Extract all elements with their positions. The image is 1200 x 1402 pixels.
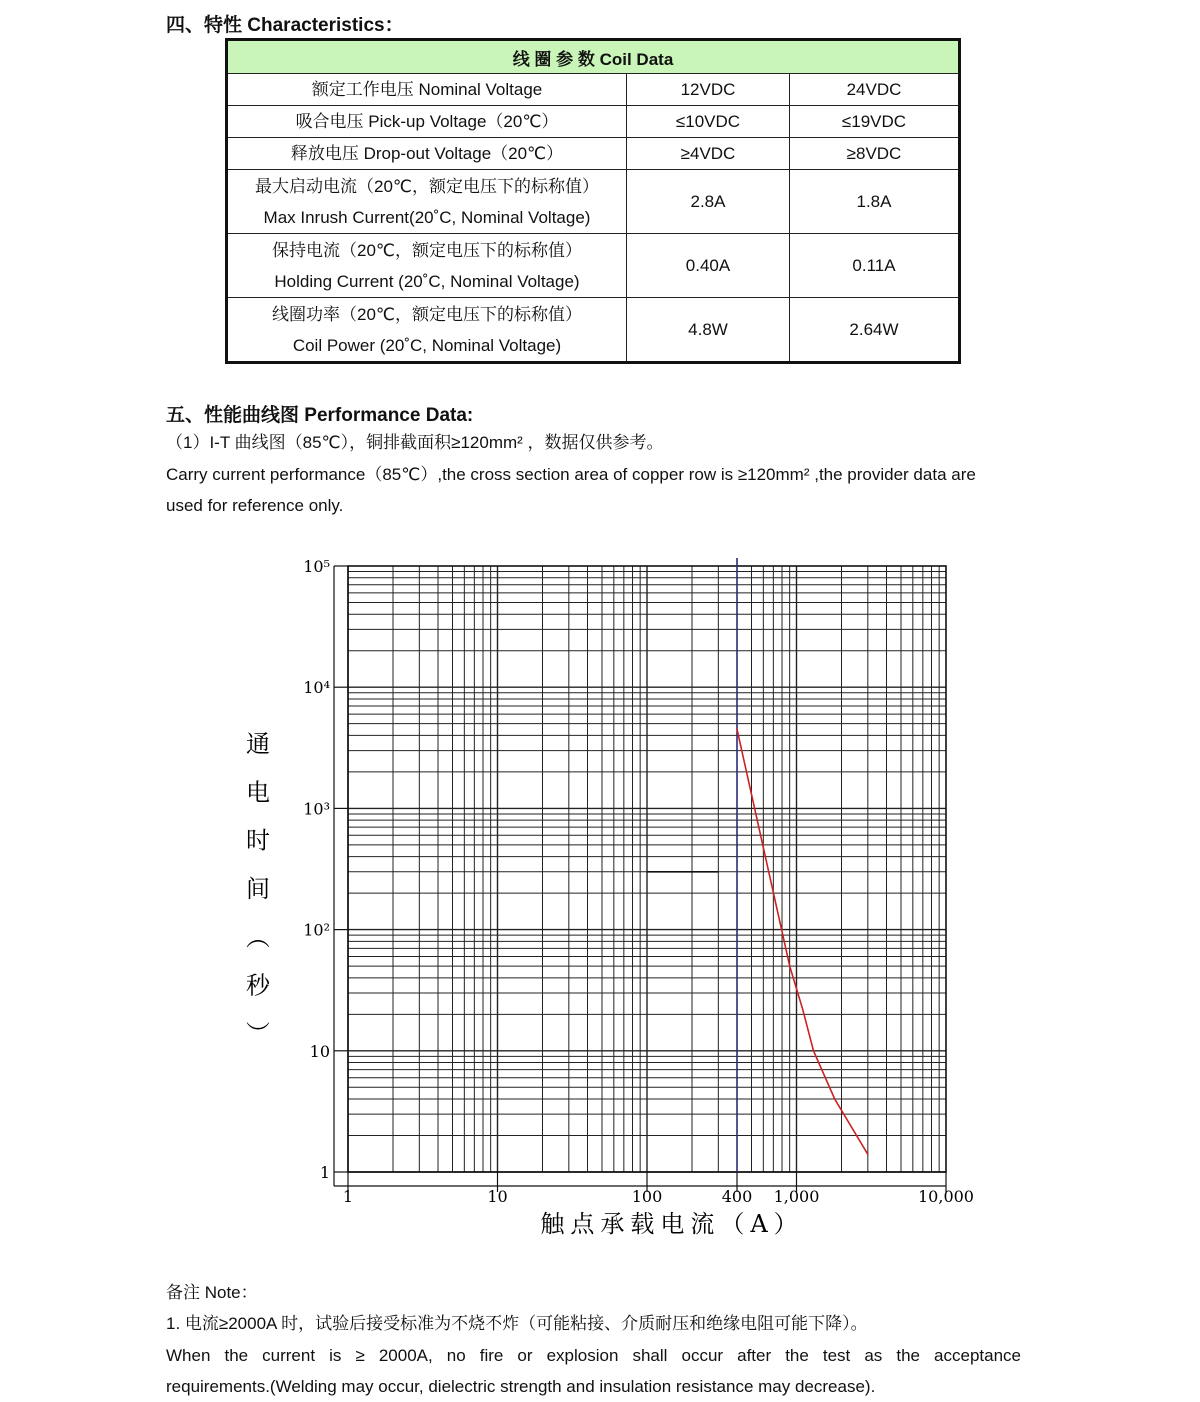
table-row bbox=[227, 234, 960, 298]
x-tick-label: 1,000 bbox=[773, 1187, 820, 1206]
value-24vdc: 24VDC bbox=[790, 74, 960, 106]
x-tick-label: 10,000 bbox=[918, 1187, 974, 1206]
note-item-1-en-cont: requirements.(Welding may occur, dielectric strength and insulation resistance may decrease). bbox=[166, 1377, 876, 1396]
value-24vdc: ≥8VDC bbox=[790, 138, 960, 170]
table-row bbox=[227, 298, 960, 363]
data-point bbox=[802, 1008, 804, 1010]
value-24vdc: 2.64W bbox=[790, 298, 960, 363]
row-label-en: Holding Current (20˚C, Nominal Voltage) bbox=[274, 271, 580, 291]
performance-heading: 五、性能曲线图 Performance Data: bbox=[166, 405, 474, 426]
y-tick-label: 10 bbox=[309, 1041, 330, 1061]
y-tick-label: 10⁴ bbox=[303, 678, 330, 698]
y-axis-label-char: 时 bbox=[246, 826, 270, 855]
row-label-cn: 保持电流（20℃，额定电压下的标称值） bbox=[271, 240, 582, 260]
row-label: 吸合电压 Pick-up Voltage（20℃） bbox=[227, 106, 627, 138]
data-point bbox=[813, 1050, 815, 1052]
y-tick-label: 1 bbox=[319, 1163, 330, 1182]
table-row bbox=[227, 170, 960, 234]
value-24vdc: 0.11A bbox=[790, 234, 960, 298]
y-axis-label-char: 电 bbox=[246, 778, 270, 807]
value-12vdc: ≤10VDC bbox=[627, 106, 790, 138]
x-tick-label: 400 bbox=[721, 1187, 753, 1206]
it-curve-chart bbox=[0, 540, 1200, 1250]
row-label-cn: 线圈功率（20℃，额定电压下的标称值） bbox=[271, 304, 582, 324]
perf-description-en: Carry current performance（85℃）,the cross section area of copper row is ≥120mm² ,the provider data are bbox=[166, 465, 976, 484]
y-axis-label bbox=[246, 730, 271, 1048]
note-title: 备注 Note： bbox=[166, 1283, 258, 1302]
row-label bbox=[227, 298, 627, 363]
value-24vdc: ≤19VDC bbox=[790, 106, 960, 138]
note-item-1-en: When the current is ≥ 2000A, no fire or explosion shall occur after the test as the acceptance bbox=[166, 1346, 1021, 1365]
row-label: 额定工作电压 Nominal Voltage bbox=[227, 74, 627, 106]
data-point bbox=[867, 1153, 869, 1155]
chart-grid bbox=[348, 566, 946, 1172]
y-axis-label-char: ︵ bbox=[246, 923, 270, 952]
y-axis-label-char: 通 bbox=[246, 730, 270, 758]
table-row bbox=[227, 74, 960, 106]
value-12vdc: 12VDC bbox=[627, 74, 790, 106]
x-axis-label: 触点承载电流（A） bbox=[540, 1210, 804, 1238]
y-axis-label-char: 秒 bbox=[246, 971, 270, 1000]
value-24vdc: 1.8A bbox=[790, 170, 960, 234]
table-row bbox=[227, 138, 960, 170]
x-tick-label: 1 bbox=[342, 1187, 354, 1206]
row-label-en: Max Inrush Current(20˚C, Nominal Voltage) bbox=[263, 207, 591, 227]
y-tick-label: 10³ bbox=[303, 799, 330, 819]
x-tick-label: 10 bbox=[487, 1187, 508, 1206]
value-12vdc: 4.8W bbox=[627, 298, 790, 363]
data-point bbox=[834, 1098, 836, 1100]
table-row bbox=[227, 106, 960, 138]
y-tick-label: 10² bbox=[303, 920, 330, 940]
perf-description-en-cont: used for reference only. bbox=[166, 496, 344, 515]
y-axis-label-char: ︶ bbox=[246, 1020, 270, 1048]
value-12vdc: 2.8A bbox=[627, 170, 790, 234]
coil-table-header: 线 圈 参 数 Coil Data bbox=[227, 40, 960, 74]
row-label-en: Coil Power (20˚C, Nominal Voltage) bbox=[292, 335, 562, 355]
data-point bbox=[789, 965, 791, 967]
chart-ticks bbox=[303, 557, 974, 1206]
y-tick-label: 10⁵ bbox=[303, 557, 330, 576]
chart-series bbox=[647, 558, 869, 1172]
value-12vdc: 0.40A bbox=[627, 234, 790, 298]
coil-data-table bbox=[225, 38, 961, 364]
row-label bbox=[227, 170, 627, 234]
row-label bbox=[227, 234, 627, 298]
characteristics-heading: 四、特性 Characteristics： bbox=[166, 15, 404, 36]
perf-description-cn: （1）I-T 曲线图（85℃），铜排截面积≥120mm² ，数据仅供参考。 bbox=[166, 433, 664, 452]
row-label-cn: 最大启动电流（20℃，额定电压下的标称值） bbox=[254, 176, 599, 196]
note-item-1-cn: 1. 电流≥2000A 时，试验后接受标准为不烧不炸（可能粘接、介质耐压和绝缘电阻可能下降）。 bbox=[166, 1314, 868, 1333]
row-label: 释放电压 Drop-out Voltage（20℃） bbox=[227, 138, 627, 170]
x-tick-label: 100 bbox=[631, 1187, 663, 1206]
data-point bbox=[736, 728, 738, 730]
y-axis-label-char: 间 bbox=[246, 875, 270, 903]
value-12vdc: ≥4VDC bbox=[627, 138, 790, 170]
